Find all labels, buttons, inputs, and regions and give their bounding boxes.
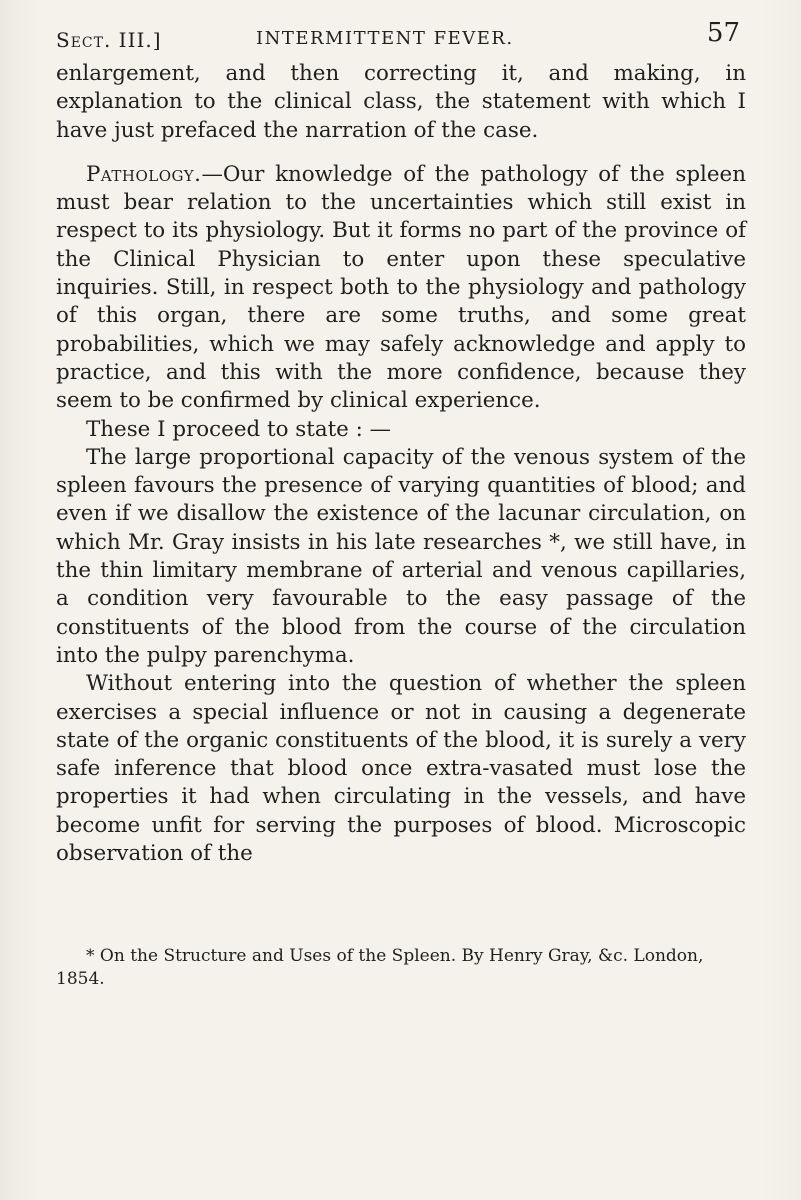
page-number: 57 (706, 18, 740, 48)
running-header (56, 14, 746, 54)
footnote-text: * On the Structure and Uses of the Spleen. By Henry Gray, &c. London, 1854. (56, 946, 704, 989)
paragraph: These I proceed to state : — (86, 416, 392, 442)
running-title: INTERMITTENT FEVER. (256, 28, 514, 49)
footnote (56, 945, 746, 991)
paragraph: Without entering into the question of whether the spleen exercises a special influence or not in causing a degenerate state of the organic constituents of the blood, it is surely a very safe inference that blood once extra-vasated must lose the properties it had when circulating in the vessels, and have become unfit for serving the purposes of blood. Microscopic observation of the (56, 671, 746, 867)
section-heading: Pathology. (86, 161, 202, 187)
section-label: Sect. III.] (56, 28, 162, 52)
paragraph-text: Our knowledge of the pathology of the spleen must bear relation to the uncertainties which still exist in respect to its physiology. But it forms no part of the province of the Clinical Physician to enter upon these speculative inquiries. Still, in respect both to the physiology and pathology of this organ, there are some truths, and some great probabilities, which we may safely acknowledge and apply to practice, and this with the more confidence, because they seem to be confirmed by clinical experience. (56, 161, 746, 414)
paragraph-pathology (56, 161, 746, 416)
heading-dash: — (201, 161, 223, 187)
paragraph: enlargement, and then correcting it, and making, in explanation to the clinical class, the statement with which I have just prefaced the narration of the case. (56, 61, 746, 143)
paragraph: The large proportional capacity of the venous system of the spleen favours the presence of varying quantities of blood; and even if we disallow the existence of the lacunar circulation, on which Mr. Gray insists in his late researches *, we still have, in the thin limitary membrane of arterial and venous capillaries, a condition very favourable to the easy passage of the constituents of the blood from the course of the circulation into the pulpy parenchyma. (56, 444, 746, 668)
body-text (56, 60, 746, 868)
